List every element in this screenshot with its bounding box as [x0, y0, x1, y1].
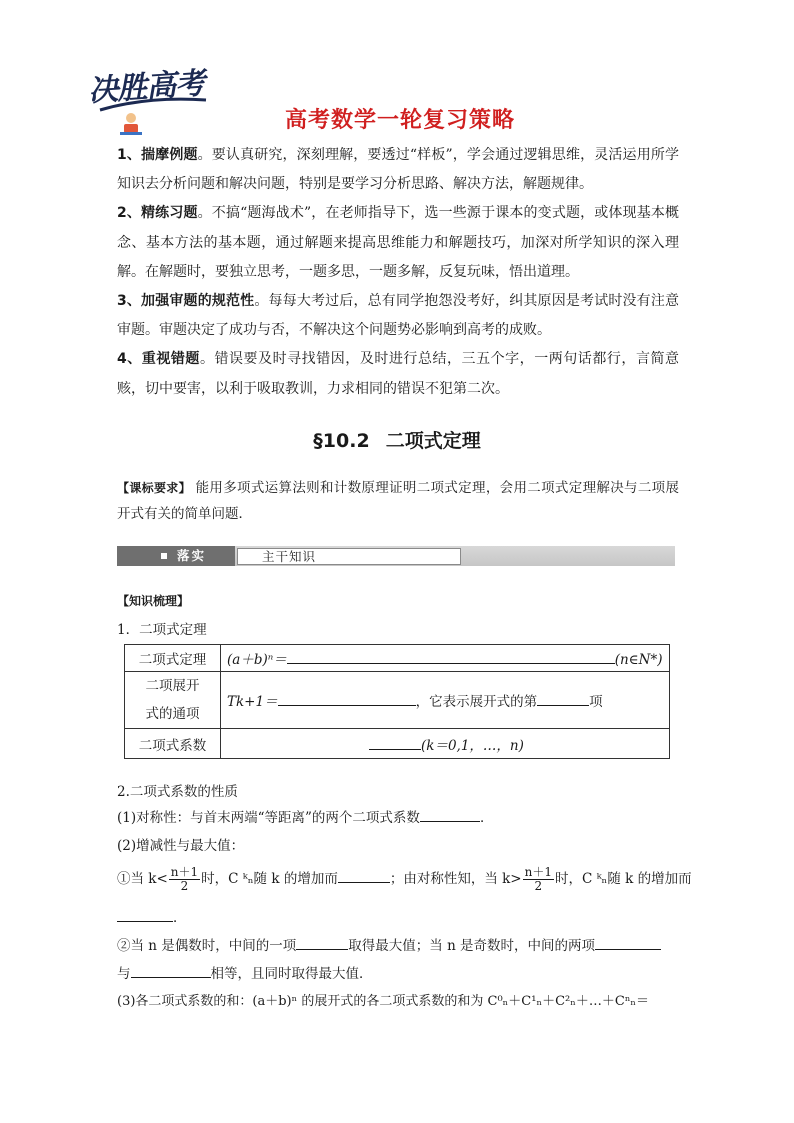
table-cell: 二项式系数 [125, 729, 221, 759]
property-line: (2)增减性与最大值： [117, 838, 245, 854]
table-row [125, 645, 670, 672]
property-text: ；由对称性知，当 k> [389, 871, 522, 887]
property-line [117, 962, 373, 982]
item-heading-2: 2.二项式系数的性质 [117, 784, 238, 800]
property-text: 相等，且同时取得最大值． [210, 966, 373, 982]
blank-line [287, 649, 615, 664]
blank-line [369, 735, 421, 750]
table-row [125, 729, 670, 759]
strategy-text: 。每每大考过后，总有同学抱怨没考好，纠其原因是考试时没有注意审题。审题决定了成功与否，不解决这个问题势必影响到高考的成败。 [117, 293, 679, 339]
strategy-label: 3、加强审题的规范性 [117, 293, 255, 310]
fraction-numerator: n＋1 [170, 865, 199, 879]
table-row [125, 672, 670, 729]
strategy-item [117, 141, 679, 199]
property-line [117, 806, 493, 826]
strategy-text: 。错误要及时寻找错因，及时进行总结，三五个字，一两句话都行，言简意赅，切中要害，以利于吸取教训，力求相同的错误不犯第二次。 [117, 351, 680, 397]
knowledge-tag-text: 【知识梳理】 [117, 594, 190, 608]
cell-text: 项 [589, 694, 603, 710]
formula-text: (k＝0,1，…，n) [421, 737, 524, 754]
property-text: ②当 n 是偶数时，中间的一项 [117, 938, 297, 954]
table-cell [221, 645, 670, 672]
property-text: 与 [117, 966, 131, 982]
bar-dark-segment [117, 546, 235, 566]
formula-text: Tk+1＝ [227, 694, 278, 710]
blank-line [420, 807, 480, 822]
section-bar [117, 546, 675, 566]
requirement-text: 能用多项式运算法则和计数原理证明二项式定理，会用二项式定理解决与二项展开式有关的简单问题． [117, 480, 679, 522]
knowledge-tag [117, 592, 189, 609]
property-text: (1)对称性：与首末两端“等距离”的两个二项式系数 [117, 810, 420, 826]
square-bullet-icon [161, 553, 167, 559]
section-heading [0, 426, 794, 453]
curriculum-requirement [117, 475, 679, 527]
property-text: ． [173, 910, 187, 926]
fraction [523, 866, 554, 893]
property-line [117, 906, 187, 926]
blank-line [131, 963, 211, 978]
blank-line [595, 935, 661, 950]
table-cell [221, 729, 670, 759]
property-text: 时，C ᵏₙ随 k 的增加而 [555, 871, 692, 887]
blank-line [117, 907, 173, 922]
cell-line: 式的通项 [145, 706, 200, 722]
formula-text: (a＋b)ⁿ＝ [227, 652, 287, 668]
formula-text: (n∈N*) [614, 652, 663, 668]
bar-light-label: 主干知识 [237, 548, 461, 565]
cell-line: 二项展开 [145, 678, 200, 694]
property-line [117, 934, 661, 954]
property-text: 时，C ᵏₙ随 k 的增加而 [201, 871, 338, 887]
strategy-item [117, 345, 679, 403]
fraction-numerator: n＋1 [524, 865, 552, 879]
property-text: ． [479, 810, 494, 826]
table-cell: 二项式定理 [125, 645, 221, 672]
table-cell [221, 672, 670, 729]
strategy-list [117, 141, 679, 404]
strategy-item [117, 287, 679, 345]
blank-line [296, 935, 348, 950]
strategy-label: 4、重视错题 [117, 351, 200, 368]
page-title: 高考数学一轮复习策略 [284, 108, 515, 133]
item-heading-1: 1．二项式定理 [117, 622, 207, 638]
fraction [169, 866, 200, 893]
property-text: ①当 k< [117, 871, 168, 887]
strategy-label: 2、精练习题 [117, 205, 198, 222]
cell-text: ，它表示展开式的第 [415, 694, 538, 710]
blank-line [338, 868, 390, 883]
strategy-text: 。要认真研究，深刻理解，要透过“样板”，学会通过逻辑思维，灵活运用所学知识去分析问题和解决问题，特别是要学习分析思路、解决方法，解题规律。 [117, 147, 679, 193]
section-number: §10.2 [313, 430, 370, 452]
fraction-denominator: 2 [534, 879, 543, 893]
strategy-text: 。不搞“题海战术”，在老师指导下，选一些源于课本的变式题，或体现基本概念、基本方法的基本题，通过解题来提高思维能力和解题技巧，加深对所学知识的深入理解。在解题时，要独立思考，一题多思，一题多解，反复玩味，悟出道理。 [117, 205, 679, 280]
fraction-denominator: 2 [180, 879, 189, 893]
logo-text: 决胜高考 [87, 65, 206, 109]
binomial-table [124, 644, 670, 759]
table-cell [125, 672, 221, 729]
property-line: (3)各二项式系数的和：(a＋b)ⁿ 的展开式的各二项式系数的和为 C⁰ₙ＋C¹ₙ＋C²ₙ＋…＋Cⁿₙ＝ [117, 994, 650, 1009]
blank-line [278, 691, 416, 706]
requirement-tag: 【课标要求】 [117, 481, 191, 495]
bar-dark-label: 落实 [177, 548, 207, 563]
strategy-item [117, 199, 679, 287]
blank-line [537, 691, 589, 706]
strategy-label: 1、揣摩例题 [117, 147, 198, 163]
section-title-text: 二项式定理 [385, 430, 481, 452]
property-line [117, 866, 692, 893]
property-text: 取得最大值；当 n 是奇数时，中间的两项 [348, 938, 596, 954]
